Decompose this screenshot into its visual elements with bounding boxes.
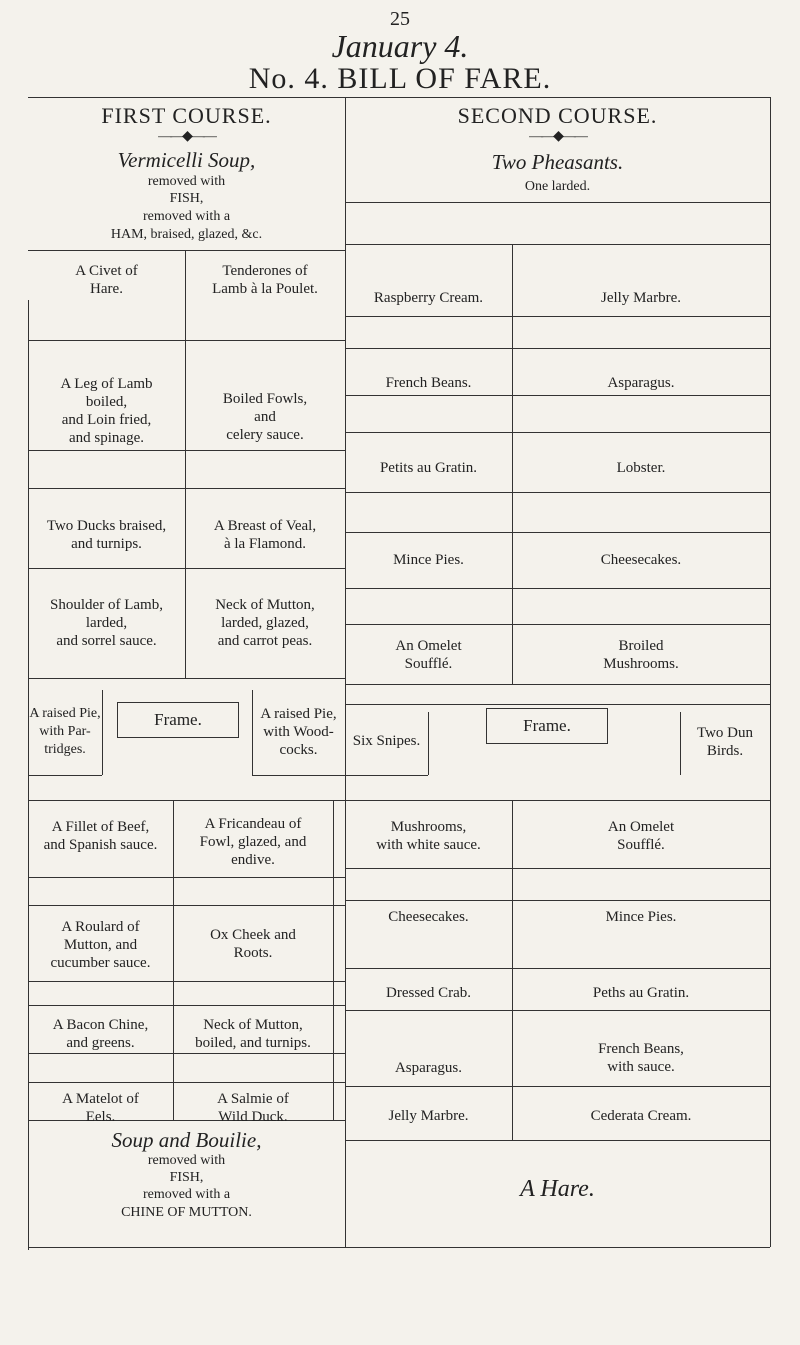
rule [345,532,770,533]
rule [28,250,345,251]
rule [28,1082,345,1083]
dish-fillet-of-beef: A Fillet of Beef, and Spanish sauce. [43,819,158,853]
first-frame: Frame. [117,702,239,738]
dish-ox-cheek: Ox Cheek and Roots. [210,927,296,961]
dish-civet-of-hare: A Civet of Hare. [75,263,138,297]
first-bottom-line1: removed with [147,1153,226,1168]
rule [28,800,345,801]
dish-boiled-fowls: Boiled Fowls, and celery sauce. [222,391,308,443]
right-border [770,97,771,1247]
first-course-heading: FIRST COURSE. [101,103,272,128]
column-rule [102,690,103,775]
dish-jelly-marbre: Jelly Marbre. [601,290,681,306]
rule [345,968,770,969]
dish-two-dun-birds: Two Dun Birds. [696,725,754,759]
first-top-line2: FISH, [169,191,204,206]
dish-breast-of-veal: A Breast of Veal, à la Flamond. [213,518,317,552]
first-top-dish: Vermicelli Soup, [117,148,256,172]
dish-petits-au-gratin: Petits au Gratin. [379,460,478,476]
first-bottom-dish: Soup and Bouilie, [111,1128,262,1152]
rule [345,588,770,589]
rule [252,775,345,776]
first-top-line3: removed with a [142,209,231,224]
dish-asparagus: Asparagus. [607,375,675,391]
dish-neck-of-mutton-larded: Neck of Mutton, larded, glazed, and carrot peas. [215,597,315,649]
rule [345,704,770,705]
rule [28,1053,345,1054]
rule [345,395,770,396]
first-top-line4: HAM, braised, glazed, &c. [110,227,263,242]
rule [345,316,770,317]
dish-raised-pie-woodcocks: A raised Pie, with Wood- cocks. [260,706,337,758]
dish-neck-of-mutton-boiled: Neck of Mutton, boiled, and turnips. [195,1017,311,1051]
dish-shoulder-of-lamb: Shoulder of Lamb, larded, and sorrel sauce. [50,597,163,649]
rule [28,877,345,878]
dish-dressed-crab: Dressed Crab. [386,985,471,1001]
rule [28,568,345,569]
top-rule [28,97,770,98]
rule [345,202,770,203]
rule [28,678,345,679]
second-frame: Frame. [486,708,608,744]
dish-roulard-of-mutton: A Roulard of Mutton, and cucumber sauce. [50,919,151,971]
dish-salmie-of-wild-duck: A Salmie of Wild Duck. [217,1091,289,1125]
dish-peths-au-gratin: Peths au Gratin. [592,985,690,1001]
rule [28,450,345,451]
heading-ornament: ——◆—— [158,129,215,144]
rule [28,488,345,489]
rule [345,492,770,493]
dish-broiled-mushrooms: Broiled Mushrooms. [603,638,679,672]
rule [28,905,345,906]
rule [345,348,770,349]
dish-omelet-souffle: An Omelet Soufflé. [395,638,462,672]
rule [28,981,345,982]
rule [345,684,770,685]
dish-omelet-souffle-2: An Omelet Soufflé. [607,819,675,853]
dish-cheesecakes-2: Cheesecakes. [388,909,469,925]
second-top-dish: Two Pheasants. [491,150,624,174]
dish-matelot-of-eels: A Matelot of Eels. [62,1091,139,1125]
dish-cheesecakes: Cheesecakes. [600,552,682,568]
dish-mince-pies-2: Mince Pies. [605,909,677,925]
dish-raised-pie-partridges: A raised Pie, with Par- tridges. [29,706,101,757]
column-rule [333,800,334,1120]
first-bottom-line4: CHINE OF MUTTON. [121,1205,252,1220]
dish-leg-of-lamb: A Leg of Lamb boiled, and Loin fried, and spinage. [60,376,153,446]
rule [28,775,102,776]
bottom-rule [28,1247,770,1248]
column-rule [428,712,429,775]
rule [345,1140,770,1141]
dish-mince-pies: Mince Pies. [393,552,464,568]
dish-french-beans: French Beans. [385,375,472,391]
bill-title: No. 4. BILL OF FARE. [248,62,552,95]
rule [345,432,770,433]
dish-bacon-chine: A Bacon Chine, and greens. [52,1017,149,1051]
rule [345,244,770,245]
dish-asparagus-2: Asparagus. [394,1060,463,1076]
heading-ornament: ——◆—— [529,129,586,144]
dish-two-ducks: Two Ducks braised, and turnips. [46,518,167,552]
dish-tenderones: Tenderones of Lamb à la Poulet. [212,263,318,297]
rule [345,1010,770,1011]
second-bottom-dish: A Hare. [520,1176,595,1202]
dish-fricandeau: A Fricandeau of Fowl, glazed, and endive. [199,816,307,868]
dish-jelly-marbre-2: Jelly Marbre. [388,1108,469,1124]
rule [345,800,770,801]
page-number: 25 [390,8,410,30]
dish-mushrooms-white-sauce: Mushrooms, with white sauce. [376,819,481,853]
first-bottom-line3: removed with a [142,1187,231,1202]
rule [28,1005,345,1006]
dish-raspberry-cream: Raspberry Cream. [373,290,484,306]
dish-six-snipes: Six Snipes. [352,733,421,749]
dish-cederata-cream: Cederata Cream. [590,1108,692,1124]
second-course-heading: SECOND COURSE. [457,103,658,128]
rule [345,900,770,901]
dish-lobster: Lobster. [616,460,666,476]
dish-french-beans-sauce: French Beans, with sauce. [598,1041,684,1075]
first-top-line1: removed with [147,174,226,189]
rule [28,340,345,341]
rule [345,1086,770,1087]
second-top-line1: One larded. [524,179,591,194]
rule [345,868,770,869]
rule [345,624,770,625]
first-bottom-line2: FISH, [169,1170,204,1185]
rule [345,775,428,776]
date-heading: January 4. [331,28,469,64]
